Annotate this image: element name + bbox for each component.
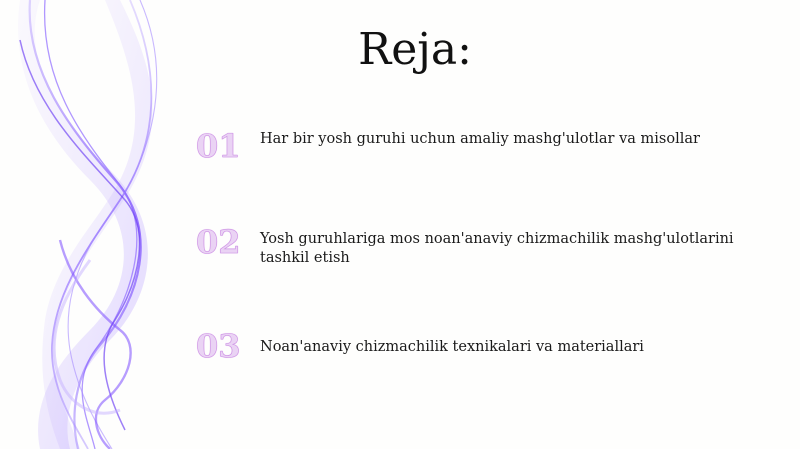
purple-smoke-ribbon-icon [0,0,220,449]
agenda-item-1 [196,118,776,178]
agenda-number: 01 [196,127,241,165]
agenda-text: Noan'anaviy chizmachilik texnikalari va materiallari [260,339,644,355]
slide-title: Reja: [358,24,472,75]
agenda-item-2 [196,214,776,274]
agenda-text: Har bir yosh guruhi uchun amaliy mashg'ulotlar va misollar [260,131,700,147]
agenda-item-3 [196,318,776,378]
agenda-number: 02 [196,223,241,261]
agenda-text: Yosh guruhlariga mos noan'anaviy chizmachilik mashg'ulotlarini tashkil etish [260,231,734,266]
agenda-number: 03 [196,327,241,365]
